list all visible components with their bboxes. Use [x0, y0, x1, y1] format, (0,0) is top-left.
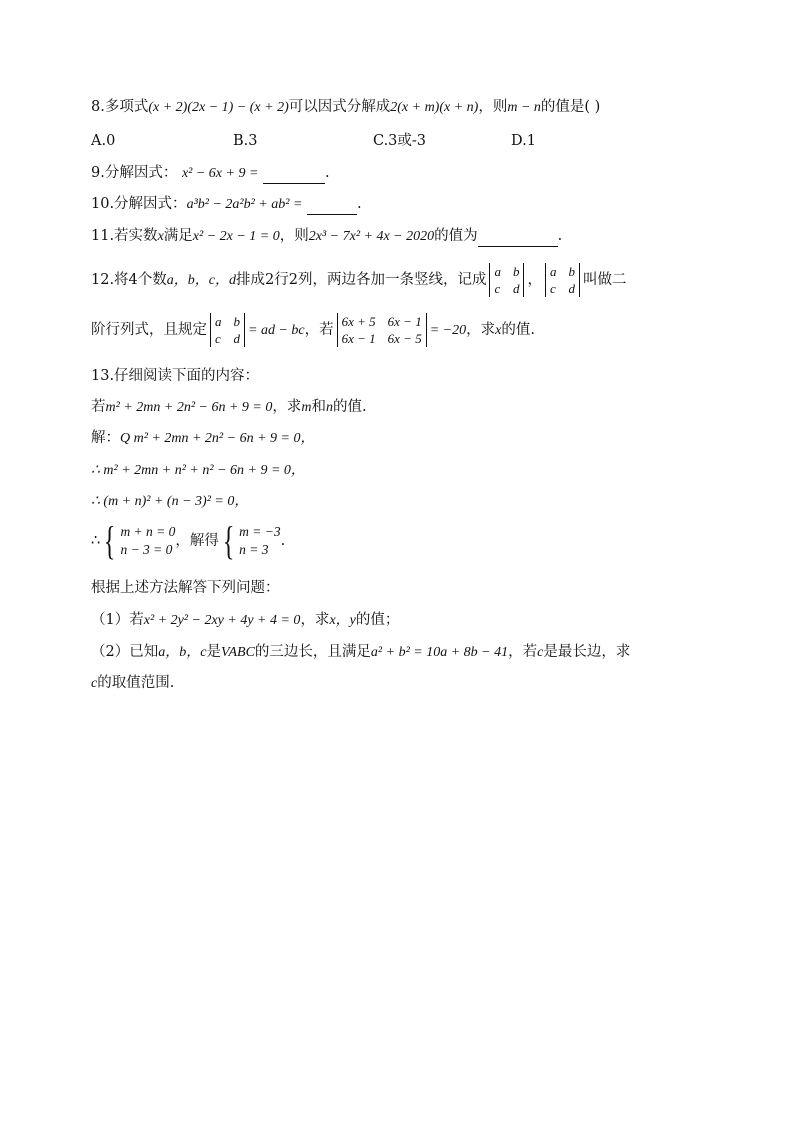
q9-expr: x² − 6x + 9 =	[181, 166, 259, 181]
q8-mid2: ，则	[478, 99, 508, 115]
q12-determinant-1	[489, 263, 524, 297]
det-d: d	[233, 331, 240, 346]
q13-sol-prefix: 解：	[91, 430, 120, 446]
q8-suffix: 的值是( )	[540, 99, 601, 115]
q13-p1-vars: x，y	[329, 613, 356, 628]
det-b: b	[568, 264, 575, 279]
det-m21: 6x − 1	[341, 331, 376, 346]
q13-sol1: Q m² + 2mn + 2n² − 6n + 9 = 0，	[120, 431, 315, 446]
q13-sol2: ∴ m² + 2mn + n² + n² − 6n + 9 = 0，	[91, 463, 305, 478]
q13-solution-3	[91, 491, 248, 512]
det-b: b	[512, 264, 520, 279]
q8-option-d[interactable]: D.1	[511, 133, 536, 149]
q10-answer-blank[interactable]	[307, 194, 357, 215]
q11-mid2: ，则	[279, 228, 309, 244]
det-m12: 6x − 1	[387, 314, 422, 329]
q13-p2-prefix: （2）已知	[91, 644, 159, 660]
q12-var: x	[495, 323, 502, 338]
det-m11: 6x + 5	[341, 314, 376, 329]
q13-p1-end: 的值；	[355, 612, 400, 628]
question-10	[91, 194, 362, 215]
q11-cond: x² − 2x − 1 = 0	[192, 229, 280, 244]
det-m22: 6x − 5	[387, 331, 422, 346]
det-b: b	[233, 314, 240, 329]
q12-prefix: 12.将4个数	[91, 272, 167, 288]
q12-determinant-2	[545, 263, 580, 297]
q8-expr2: 2(x + m)(x + n)	[390, 100, 479, 115]
q13-given-prefix: 若	[91, 399, 106, 415]
q13-sol3: ∴ (m + n)² + (n − 3)² = 0，	[91, 494, 249, 509]
q11-answer-blank[interactable]	[478, 226, 558, 247]
det-d: d	[512, 281, 520, 296]
q10-expr: a³b² − 2a²b² + ab² =	[186, 197, 303, 212]
q12-line2-end: ，求	[466, 322, 496, 338]
q8-option-a[interactable]: A.0	[91, 133, 116, 149]
q11-end: .	[557, 228, 563, 244]
q11-mid3: 的值为	[434, 228, 478, 244]
q9-end: .	[325, 165, 330, 181]
question-11	[91, 226, 562, 247]
q13-p2-mid2: 的三边长，且满足	[254, 644, 371, 660]
q13-p2-c: c	[537, 645, 544, 660]
question-12-line1	[91, 262, 626, 299]
q13-p1-expr: x² + 2y² − 2xy + 4y + 4 = 0	[143, 613, 301, 628]
q13-part-2	[91, 642, 630, 663]
q13-solution-1	[91, 428, 314, 449]
q13-given-end: 的值.	[332, 399, 367, 415]
q13-solution-2	[91, 460, 305, 481]
q8-expr1: (x + 2)(2x − 1) − (x + 2)	[148, 100, 289, 115]
q11-mid: 满足	[163, 228, 193, 244]
det-c: c	[549, 281, 556, 296]
q13-given-mid: ，求	[272, 399, 302, 415]
q13-n: n	[325, 400, 333, 415]
q13-p2-vars: a，b，c	[158, 645, 207, 660]
left-brace-icon: {	[222, 518, 235, 563]
q12-sep: ，	[527, 272, 542, 288]
q10-end: .	[357, 196, 362, 212]
q12-value: = −20	[429, 323, 467, 338]
q13-p2-mid: 是	[206, 644, 221, 660]
q13-system-1	[100, 518, 176, 563]
q8-options	[91, 131, 591, 151]
q12-vars: a，b，c，d	[166, 273, 237, 288]
q12-line2-mid: ，若	[304, 322, 334, 338]
q13-part-1	[91, 610, 399, 631]
det-c: c	[215, 331, 221, 346]
q13-sol4-pre: ∴	[91, 533, 101, 549]
q13-solution-4	[91, 518, 286, 563]
left-brace-icon: {	[104, 518, 116, 563]
q13-sys2a: m = −3	[239, 524, 281, 539]
q13-sys1a: m + n = 0	[120, 524, 176, 539]
question-12-line2	[91, 312, 535, 349]
q11-expr: 2x³ − 7x² + 4x − 2020	[308, 229, 435, 244]
det-c: c	[494, 281, 501, 296]
q8-mid: 可以因式分解成	[288, 99, 391, 115]
q8-prefix: 8.多项式	[91, 99, 149, 115]
q13-method: 根据上述方法解答下列问题：	[91, 580, 280, 596]
q13-part-2-cont	[91, 673, 174, 694]
q12-rule: = ad − bc	[248, 323, 305, 338]
q10-prefix: 10.分解因式：	[91, 196, 187, 212]
q8-option-c[interactable]: C.3或-3	[373, 133, 427, 149]
q13-given	[91, 397, 367, 418]
q13-and: 和	[311, 399, 326, 415]
q13-p1-prefix: （1）若	[91, 612, 144, 628]
q8-option-b[interactable]: B.3	[233, 133, 258, 149]
q13-sol4-end: .	[280, 533, 286, 549]
question-9	[91, 163, 330, 184]
q13-p2-c2: c	[91, 676, 98, 691]
q12-determinant-4	[337, 313, 427, 347]
q12-determinant-3	[210, 313, 245, 347]
q9-prefix: 9.分解因式：	[91, 165, 178, 181]
q13-p2-tri: VABC	[220, 645, 255, 660]
q13-system-2	[219, 518, 281, 563]
q12-line2-prefix: 阶行列式，且规定	[91, 322, 207, 338]
q13-sol4-mid: ，解得	[175, 533, 219, 549]
q12-line1-end: 叫做二	[582, 272, 627, 288]
q13-p2-expr: a² + b² = 10a + 8b − 41	[370, 645, 509, 660]
det-d: d	[568, 281, 575, 296]
q13-sys2b: n = 3	[239, 542, 269, 557]
q13-m: m	[301, 400, 312, 415]
q13-p2-tail: 的取值范围.	[97, 675, 175, 691]
det-a: a	[549, 264, 557, 279]
q11-prefix: 11.若实数	[91, 228, 158, 244]
question-8	[91, 97, 600, 118]
q9-answer-blank[interactable]	[263, 163, 325, 184]
det-a: a	[494, 264, 501, 279]
q13-sys1b: n − 3 = 0	[120, 542, 173, 557]
q13-p2-mid3: ，若	[508, 644, 538, 660]
q12-line2-tail: 的值.	[501, 322, 535, 338]
q13-p1-mid: ，求	[300, 612, 330, 628]
det-a: a	[215, 314, 222, 329]
q8-expr3: m − n	[507, 100, 541, 115]
q13-title: 13.仔细阅读下面的内容：	[91, 368, 260, 384]
q13-given-expr: m² + 2mn + 2n² − 6n + 9 = 0	[105, 400, 273, 415]
q11-var: x	[157, 229, 164, 244]
q12-mid: 排成2行2列，两边各加一条竖线，记成	[236, 272, 487, 288]
q13-p2-end: 是最长边，求	[543, 644, 631, 660]
